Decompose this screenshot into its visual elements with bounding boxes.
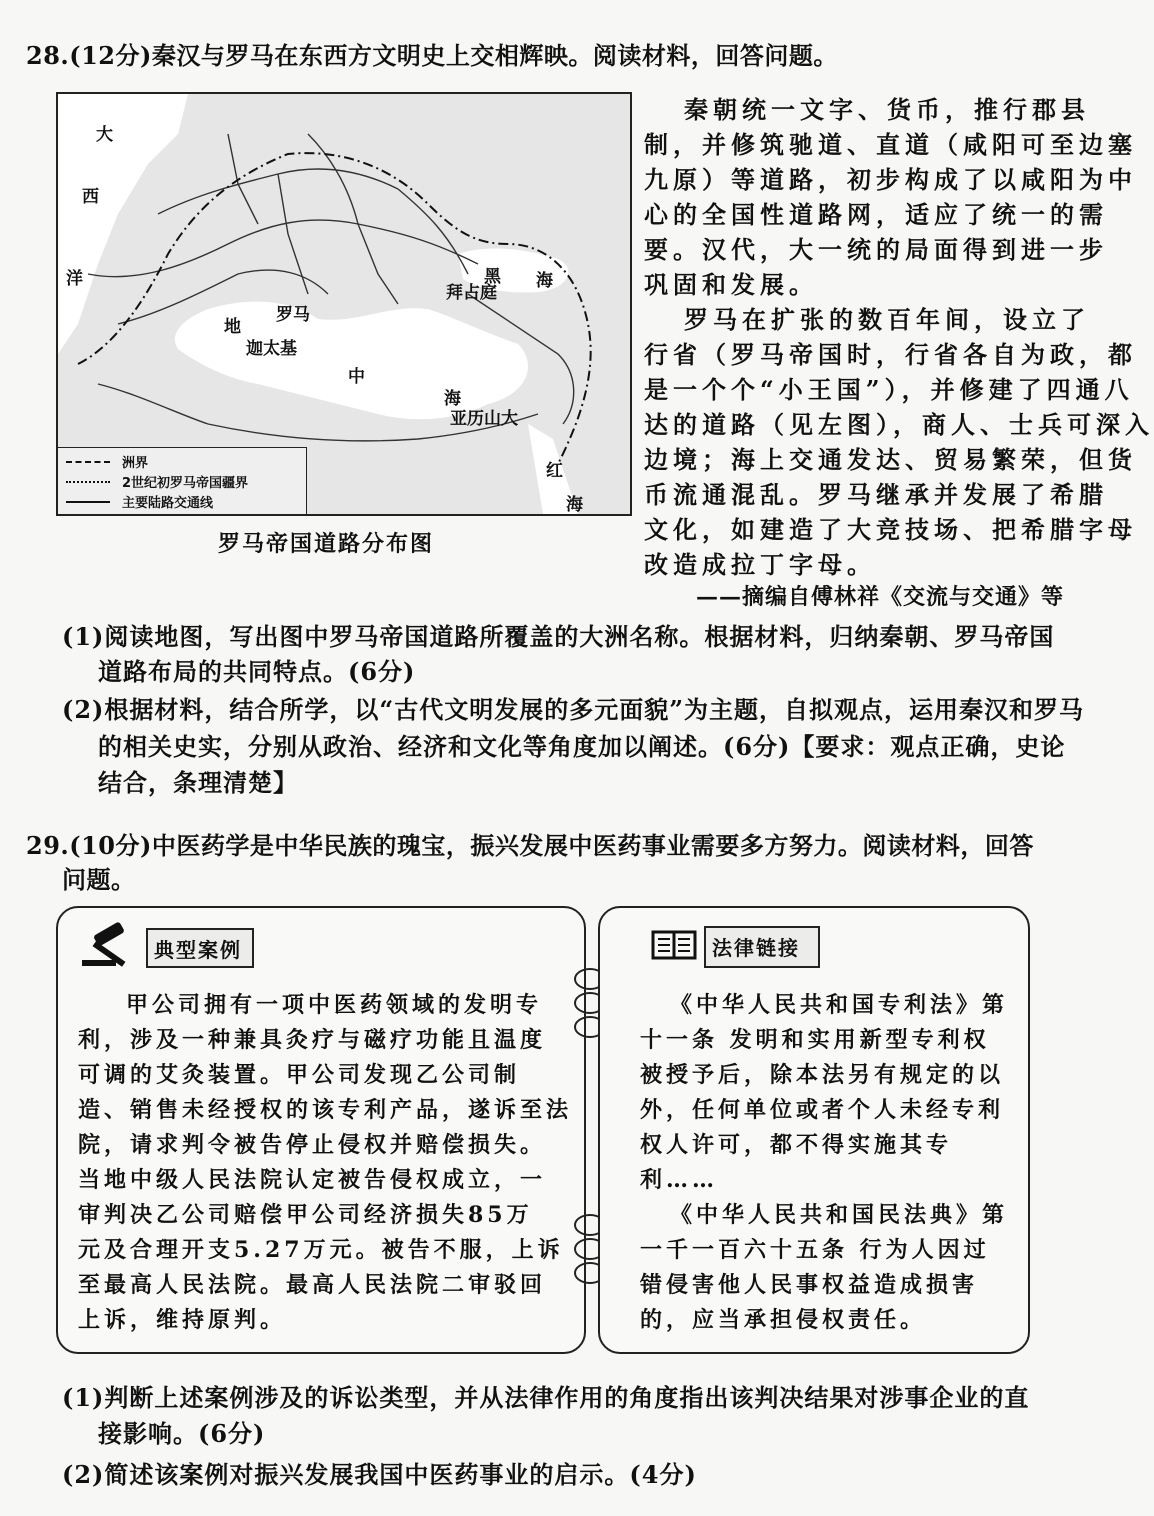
map-label-red-sea-1: 红 (546, 461, 563, 481)
map-label-med-3: 海 (444, 389, 461, 409)
material-line: 行省（罗马帝国时，行省各自为政，都 (644, 340, 1137, 369)
material-source: ——摘编自傅林祥《交流与交通》等 (696, 584, 1065, 610)
map-label-atlantic-2: 西 (82, 187, 99, 207)
law-line: 外，任何单位或者个人未经专利 (640, 1097, 1005, 1123)
case-line: 至最高人民法院。最高人民法院二审驳回 (78, 1272, 547, 1298)
map-label-byzantium: 拜占庭 (446, 283, 497, 303)
law-line: 一千一百六十五条 行为人因过 (640, 1237, 990, 1263)
material-line: 罗马在扩张的数百年间，设立了 (684, 305, 1090, 334)
map-label-med-1: 地 (224, 317, 241, 337)
material-line: 巩固和发展。 (644, 270, 818, 299)
law-panel (598, 906, 1030, 1354)
map-label-black-sea-2: 海 (536, 271, 553, 291)
law-line: 错侵害他人民事权益造成损害 (640, 1272, 979, 1298)
roman-road-map (56, 92, 632, 516)
map-label-med-2: 中 (348, 367, 365, 387)
case-line: 当地中级人民法院认定被告侵权成立，一 (78, 1167, 547, 1193)
law-line: 利…… (640, 1167, 719, 1193)
material-line: 文化，如建造了大竞技场、把希腊字母 (644, 515, 1137, 544)
law-line: 《中华人民共和国专利法》第 (670, 992, 1009, 1018)
q29-title-line: 29.(10分)中医药学是中华民族的瑰宝，振兴发展中医药事业需要多方努力。阅读材料，回答 (26, 831, 1034, 860)
case-heading: 典型案例 (154, 938, 242, 962)
book-icon (652, 930, 696, 960)
material-line: 改造成拉丁字母。 (644, 550, 876, 579)
material-line: 是一个个“小王国”），并修建了四通八 (644, 375, 1134, 404)
q29-title-line: 问题。 (62, 865, 136, 894)
material-line: 要。汉代，大一统的局面得到进一步 (644, 235, 1108, 264)
q28-sub2-line: 结合，条理清楚】 (98, 768, 298, 797)
law-heading: 法律链接 (712, 936, 800, 960)
map-label-rome: 罗马 (276, 305, 310, 325)
q28-sub2-line: (2)根据材料，结合所学，以“古代文明发展的多元面貌”为主题，自拟观点，运用秦汉和罗马 (62, 695, 1085, 724)
q29-sub1-line: 接影响。(6分) (98, 1419, 266, 1448)
material-line: 秦朝统一文字、货币，推行郡县 (684, 95, 1090, 124)
material-line: 达的道路（见左图），商人、士兵可深入 (644, 410, 1154, 439)
case-line: 利，涉及一种兼具灸疗与磁疗功能且温度 (78, 1027, 547, 1053)
material-line: 边境；海上交通发达、贸易繁荣，但货 (644, 445, 1137, 474)
map-label-black-sea-1: 黑 (484, 267, 501, 287)
law-line: 十一条 发明和实用新型专利权 (640, 1027, 990, 1053)
case-line: 造、销售未经授权的该专利产品，遂诉至法 (78, 1097, 573, 1123)
legend-solid-line (66, 501, 110, 503)
map-label-red-sea-2: 海 (566, 495, 583, 515)
material-line: 九原）等道路，初步构成了以咸阳为中 (644, 165, 1137, 194)
map-label-atlantic-1: 大 (96, 125, 113, 145)
case-line: 元及合理开支5.27万元。被告不服，上诉 (78, 1237, 564, 1263)
case-line: 可调的艾灸装置。甲公司发现乙公司制 (78, 1062, 521, 1088)
case-panel (56, 906, 586, 1354)
q29-sub2-line: (2)简述该案例对振兴发展我国中医药事业的启示。(4分) (62, 1460, 697, 1489)
case-line: 院，请求判令被告停止侵权并赔偿损失。 (78, 1132, 547, 1158)
q28-sub1-line: (1)阅读地图，写出图中罗马帝国道路所覆盖的大洲名称。根据材料，归纳秦朝、罗马帝国 (62, 622, 1055, 651)
law-line: 被授予后，除本法另有规定的以 (640, 1062, 1005, 1088)
map-label-atlantic-3: 洋 (66, 269, 83, 289)
q28-sub1-line: 道路布局的共同特点。(6分) (98, 657, 416, 686)
material-line: 心的全国性道路网，适应了统一的需 (644, 200, 1108, 229)
map-caption: 罗马帝国道路分布图 (218, 531, 435, 557)
gavel-icon (80, 920, 150, 972)
legend-dashdot-line (66, 481, 110, 483)
map-label-carthage: 迦太基 (246, 339, 297, 359)
q28-title: 28.(12分)秦汉与罗马在东西方文明史上交相辉映。阅读材料，回答问题。 (26, 41, 838, 70)
map-label-alexandria: 亚历山大 (450, 409, 518, 429)
law-line: 的，应当承担侵权责任。 (640, 1307, 927, 1333)
q29-sub1-line: (1)判断上述案例涉及的诉讼类型，并从法律作用的角度指出该判决结果对涉事企业的直 (62, 1383, 1030, 1412)
material-line: 币流通混乱。罗马继承并发展了希腊 (644, 480, 1108, 509)
law-line: 权人许可，都不得实施其专 (640, 1132, 953, 1158)
case-line: 审判决乙公司赔偿甲公司经济损失85万 (78, 1202, 533, 1228)
legend-dash-line (66, 461, 110, 463)
map-legend: 洲界 2世纪初罗马帝国疆界 主要陆路交通线 (58, 447, 307, 514)
q28-sub2-line: 的相关史实，分别从政治、经济和文化等角度加以阐述。(6分)【要求：观点正确，史论 (98, 732, 1066, 761)
case-line: 上诉，维持原判。 (78, 1307, 287, 1333)
material-line: 制，并修筑驰道、直道（咸阳可至边塞 (644, 130, 1137, 159)
law-line: 《中华人民共和国民法典》第 (670, 1202, 1009, 1228)
case-line: 甲公司拥有一项中医药领域的发明专 (126, 992, 543, 1018)
